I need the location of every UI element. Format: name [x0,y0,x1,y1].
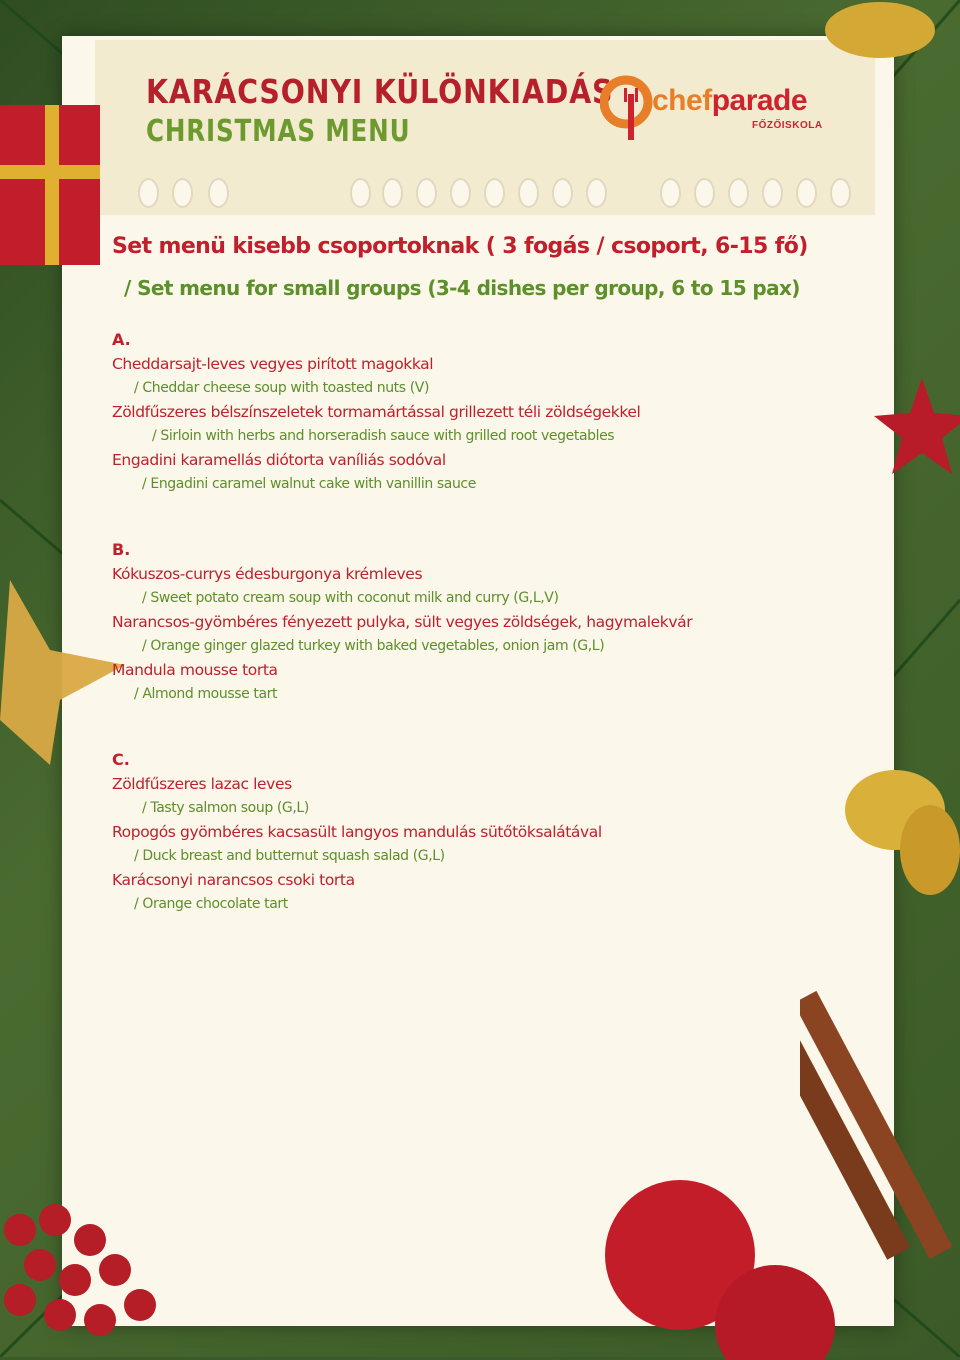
title-hungarian: KARÁCSONYI KÜLÖNKIADÁS [146,72,614,111]
dish-hungarian: Ropogós gyömbéres kacsasült langyos mandulás sütőtöksalátával [112,823,602,841]
dish-english: / Engadini caramel walnut cake with vanillin sauce [142,476,476,492]
notebook-holes [120,178,860,218]
dish-english: / Orange ginger glazed turkey with baked vegetables, onion jam (G,L) [142,638,605,654]
chefparade-logo-icon [600,66,656,146]
logo-word-parade: parade [711,84,808,117]
dish-hungarian: Kókuszos-currys édesburgonya krémleves [112,565,423,583]
dish-english: / Orange chocolate tart [134,896,288,912]
dish-hungarian: Engadini karamellás diótorta vaníliás sodóval [112,451,446,469]
menu-content [112,234,872,958]
dish-english: / Sweet potato cream soup with coconut milk and curry (G,L,V) [142,590,559,606]
menu-letter: C. [112,750,130,769]
dish-hungarian: Cheddarsajt-leves vegyes pirított magokkal [112,355,434,373]
gold-star-decoration [0,570,130,770]
red-star-decoration [872,378,960,478]
dish-hungarian: Narancsos-gyömbéres fényezett pulyka, sült vegyes zöldségek, hagymalekvár [112,613,693,631]
menu-c [112,748,872,916]
dish-hungarian: Zöldfűszeres bélszínszeletek tormamártással grillezett téli zöldségekkel [112,403,641,421]
title-english: CHRISTMAS MENU [146,114,411,149]
dish-hungarian: Zöldfűszeres lazac leves [112,775,292,793]
menu-title-english: / Set menu for small groups (3-4 dishes per group, 6 to 15 pax) [124,276,800,300]
dish-english: / Cheddar cheese soup with toasted nuts (V) [134,380,430,396]
menu-letter: B. [112,540,131,559]
bell-decoration [820,0,940,70]
gift-box-decoration [0,95,110,275]
menu-title-hungarian: Set menü kisebb csoportoknak ( 3 fogás / csoport, 6-15 fő) [112,234,808,259]
logo-wordmark [652,84,807,118]
dish-english: / Tasty salmon soup (G,L) [142,800,309,816]
menu-letter: A. [112,330,131,349]
menu-a [112,328,872,496]
dish-hungarian: Karácsonyi narancsos csoki torta [112,871,355,889]
dish-english: / Almond mousse tart [134,686,278,702]
red-berries-decoration [0,1200,170,1360]
logo-word-chef: chef [652,84,712,117]
chefparade-logo [600,66,830,146]
menu-b [112,538,872,706]
dish-english: / Sirloin with herbs and horseradish sauce with grilled root vegetables [152,428,615,444]
red-bauble-decoration [600,1160,840,1360]
dish-hungarian: Mandula mousse torta [112,661,278,679]
logo-subtitle: FŐZŐISKOLA [752,120,823,131]
dish-english: / Duck breast and butternut squash salad (G,L) [134,848,445,864]
